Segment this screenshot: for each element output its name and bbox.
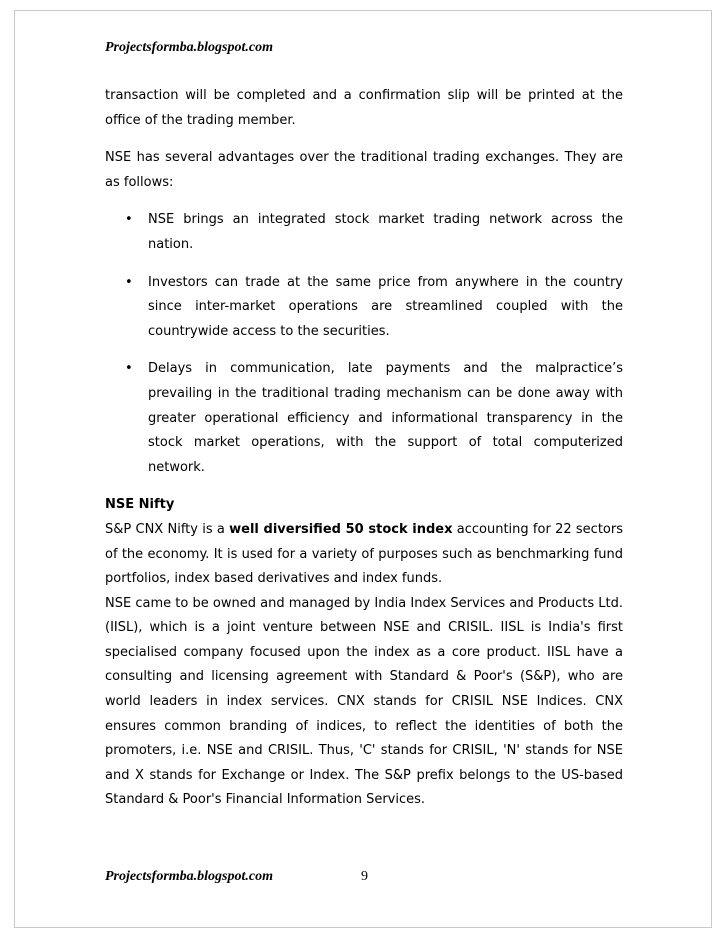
intro-paragraph-2: NSE has several advantages over the traditional trading exchanges. They are as follows:: [105, 150, 623, 190]
advantages-list: [105, 208, 623, 480]
nifty-paragraph-1: S&P CNX Nifty is a well diversified 50 stock index accounting for 22 sectors of the economy. It is used for a variety of purposes such as benchmarking fund portfolios, index based derivatives and index funds.: [105, 521, 623, 587]
list-item: • NSE brings an integrated stock market trading network across the nation.: [105, 208, 623, 257]
page-number: 9: [361, 869, 368, 884]
list-item: • Delays in communication, late payments and the malpractice’s prevailing in the traditional trading mechanism can be done away with greater operational efficiency and informational transparency in the stock market operations, with the support of total computerized network.: [105, 357, 623, 480]
nifty-paragraph-2: NSE came to be owned and managed by India Index Services and Products Ltd. (IISL), which is a joint venture between NSE and CRISIL. IISL is India's first specialised company focused upon the index as a core product. IISL have a consulting and licensing agreement with Standard & Poor's (S&P), who are world leaders in index services. CNX stands for CRISIL NSE Indices. CNX ensures common branding of indices, to reflect the identities of both the promoters, i.e. NSE and CRISIL. Thus, 'C' stands for CRISIL, 'N' stands for NSE and X stands for Exchange or Index. The S&P prefix belongs to the US-based Standard & Poor's Financial Information Services.: [105, 595, 623, 808]
intro-paragraph-1: transaction will be completed and a confirmation slip will be printed at the office of the trading member.: [105, 88, 623, 128]
footer-site: Projectsformba.blogspot.com: [105, 869, 273, 884]
section-heading: NSE Nifty: [105, 497, 175, 513]
bold-phrase: well diversified 50 stock index: [229, 521, 453, 537]
page-header: Projectsformba.blogspot.com: [105, 40, 273, 55]
page-content: [105, 84, 623, 813]
list-item: • Investors can trade at the same price from anywhere in the country since inter-market operations are streamlined coupled with the countrywide access to the securities.: [105, 271, 623, 345]
